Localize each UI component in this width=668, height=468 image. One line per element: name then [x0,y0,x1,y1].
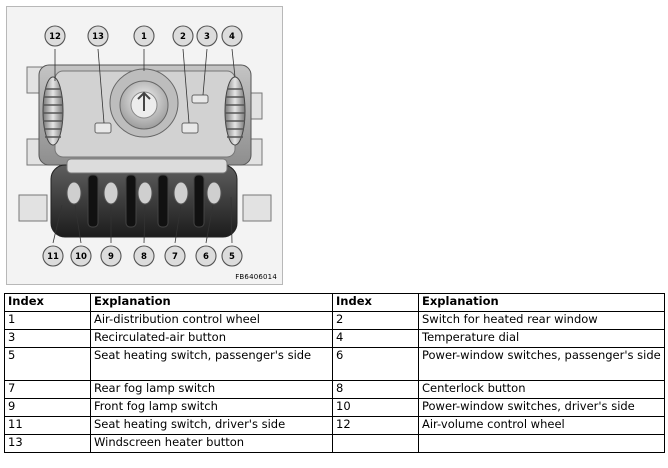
explanation-cell: Seat heating switch, passenger's side [91,348,333,381]
callout-2 [173,26,193,46]
svg-text:9: 9 [108,252,114,262]
index-cell: 7 [5,381,91,399]
index-cell: 8 [333,381,419,399]
header-explanation: Explanation [419,294,665,312]
svg-text:12: 12 [49,32,61,42]
explanation-cell: Temperature dial [419,330,665,348]
explanation-cell: Power-window switches, passenger's side [419,348,665,381]
svg-text:5: 5 [229,252,235,262]
index-cell: 4 [333,330,419,348]
index-cell: 9 [5,399,91,417]
table-row [5,417,665,435]
figure-code: FB6406014 [235,273,277,281]
callout-1 [134,26,154,46]
explanation-cell: Air-distribution control wheel [91,312,333,330]
index-cell: 3 [5,330,91,348]
table-row [5,348,665,381]
index-cell: 2 [333,312,419,330]
table-row [5,435,665,453]
table-row [5,399,665,417]
callout-4 [222,26,242,46]
callout-10 [71,246,91,266]
callout-11 [43,246,63,266]
explanation-cell [419,435,665,453]
air-volume-wheel-left [43,77,63,145]
header-index: Index [333,294,419,312]
callout-13 [88,26,108,46]
callout-3 [197,26,217,46]
callout-9 [101,246,121,266]
explanation-cell: Seat heating switch, driver's side [91,417,333,435]
index-cell: 10 [333,399,419,417]
explanation-cell: Windscreen heater button [91,435,333,453]
temperature-wheel-right [225,77,245,145]
legend-table [4,293,665,453]
svg-text:4: 4 [229,32,235,42]
explanation-cell: Rear fog lamp switch [91,381,333,399]
index-cell [333,435,419,453]
control-panel-figure [6,6,283,285]
explanation-cell: Air-volume control wheel [419,417,665,435]
svg-text:13: 13 [92,32,104,42]
index-cell: 5 [5,348,91,381]
callout-5 [222,246,242,266]
svg-text:6: 6 [203,252,209,262]
svg-text:2: 2 [180,32,186,42]
svg-text:11: 11 [47,252,59,262]
index-cell: 11 [5,417,91,435]
index-cell: 13 [5,435,91,453]
explanation-cell: Power-window switches, driver's side [419,399,665,417]
index-cell: 6 [333,348,419,381]
explanation-cell: Recirculated-air button [91,330,333,348]
svg-text:1: 1 [141,32,147,42]
svg-text:3: 3 [204,32,210,42]
explanation-cell: Centerlock button [419,381,665,399]
index-cell: 12 [333,417,419,435]
control-panel-illustration [7,7,282,284]
svg-text:7: 7 [172,252,178,262]
table-row [5,312,665,330]
svg-text:8: 8 [141,252,147,262]
index-cell: 1 [5,312,91,330]
svg-text:10: 10 [75,252,87,262]
callout-8 [134,246,154,266]
header-index: Index [5,294,91,312]
explanation-cell: Front fog lamp switch [91,399,333,417]
header-explanation: Explanation [91,294,333,312]
air-distribution-dial [110,69,178,137]
table-row [5,330,665,348]
table-row [5,381,665,399]
callout-6 [196,246,216,266]
callout-12 [45,26,65,46]
table-header-row [5,294,665,312]
explanation-cell: Switch for heated rear window [419,312,665,330]
callout-7 [165,246,185,266]
